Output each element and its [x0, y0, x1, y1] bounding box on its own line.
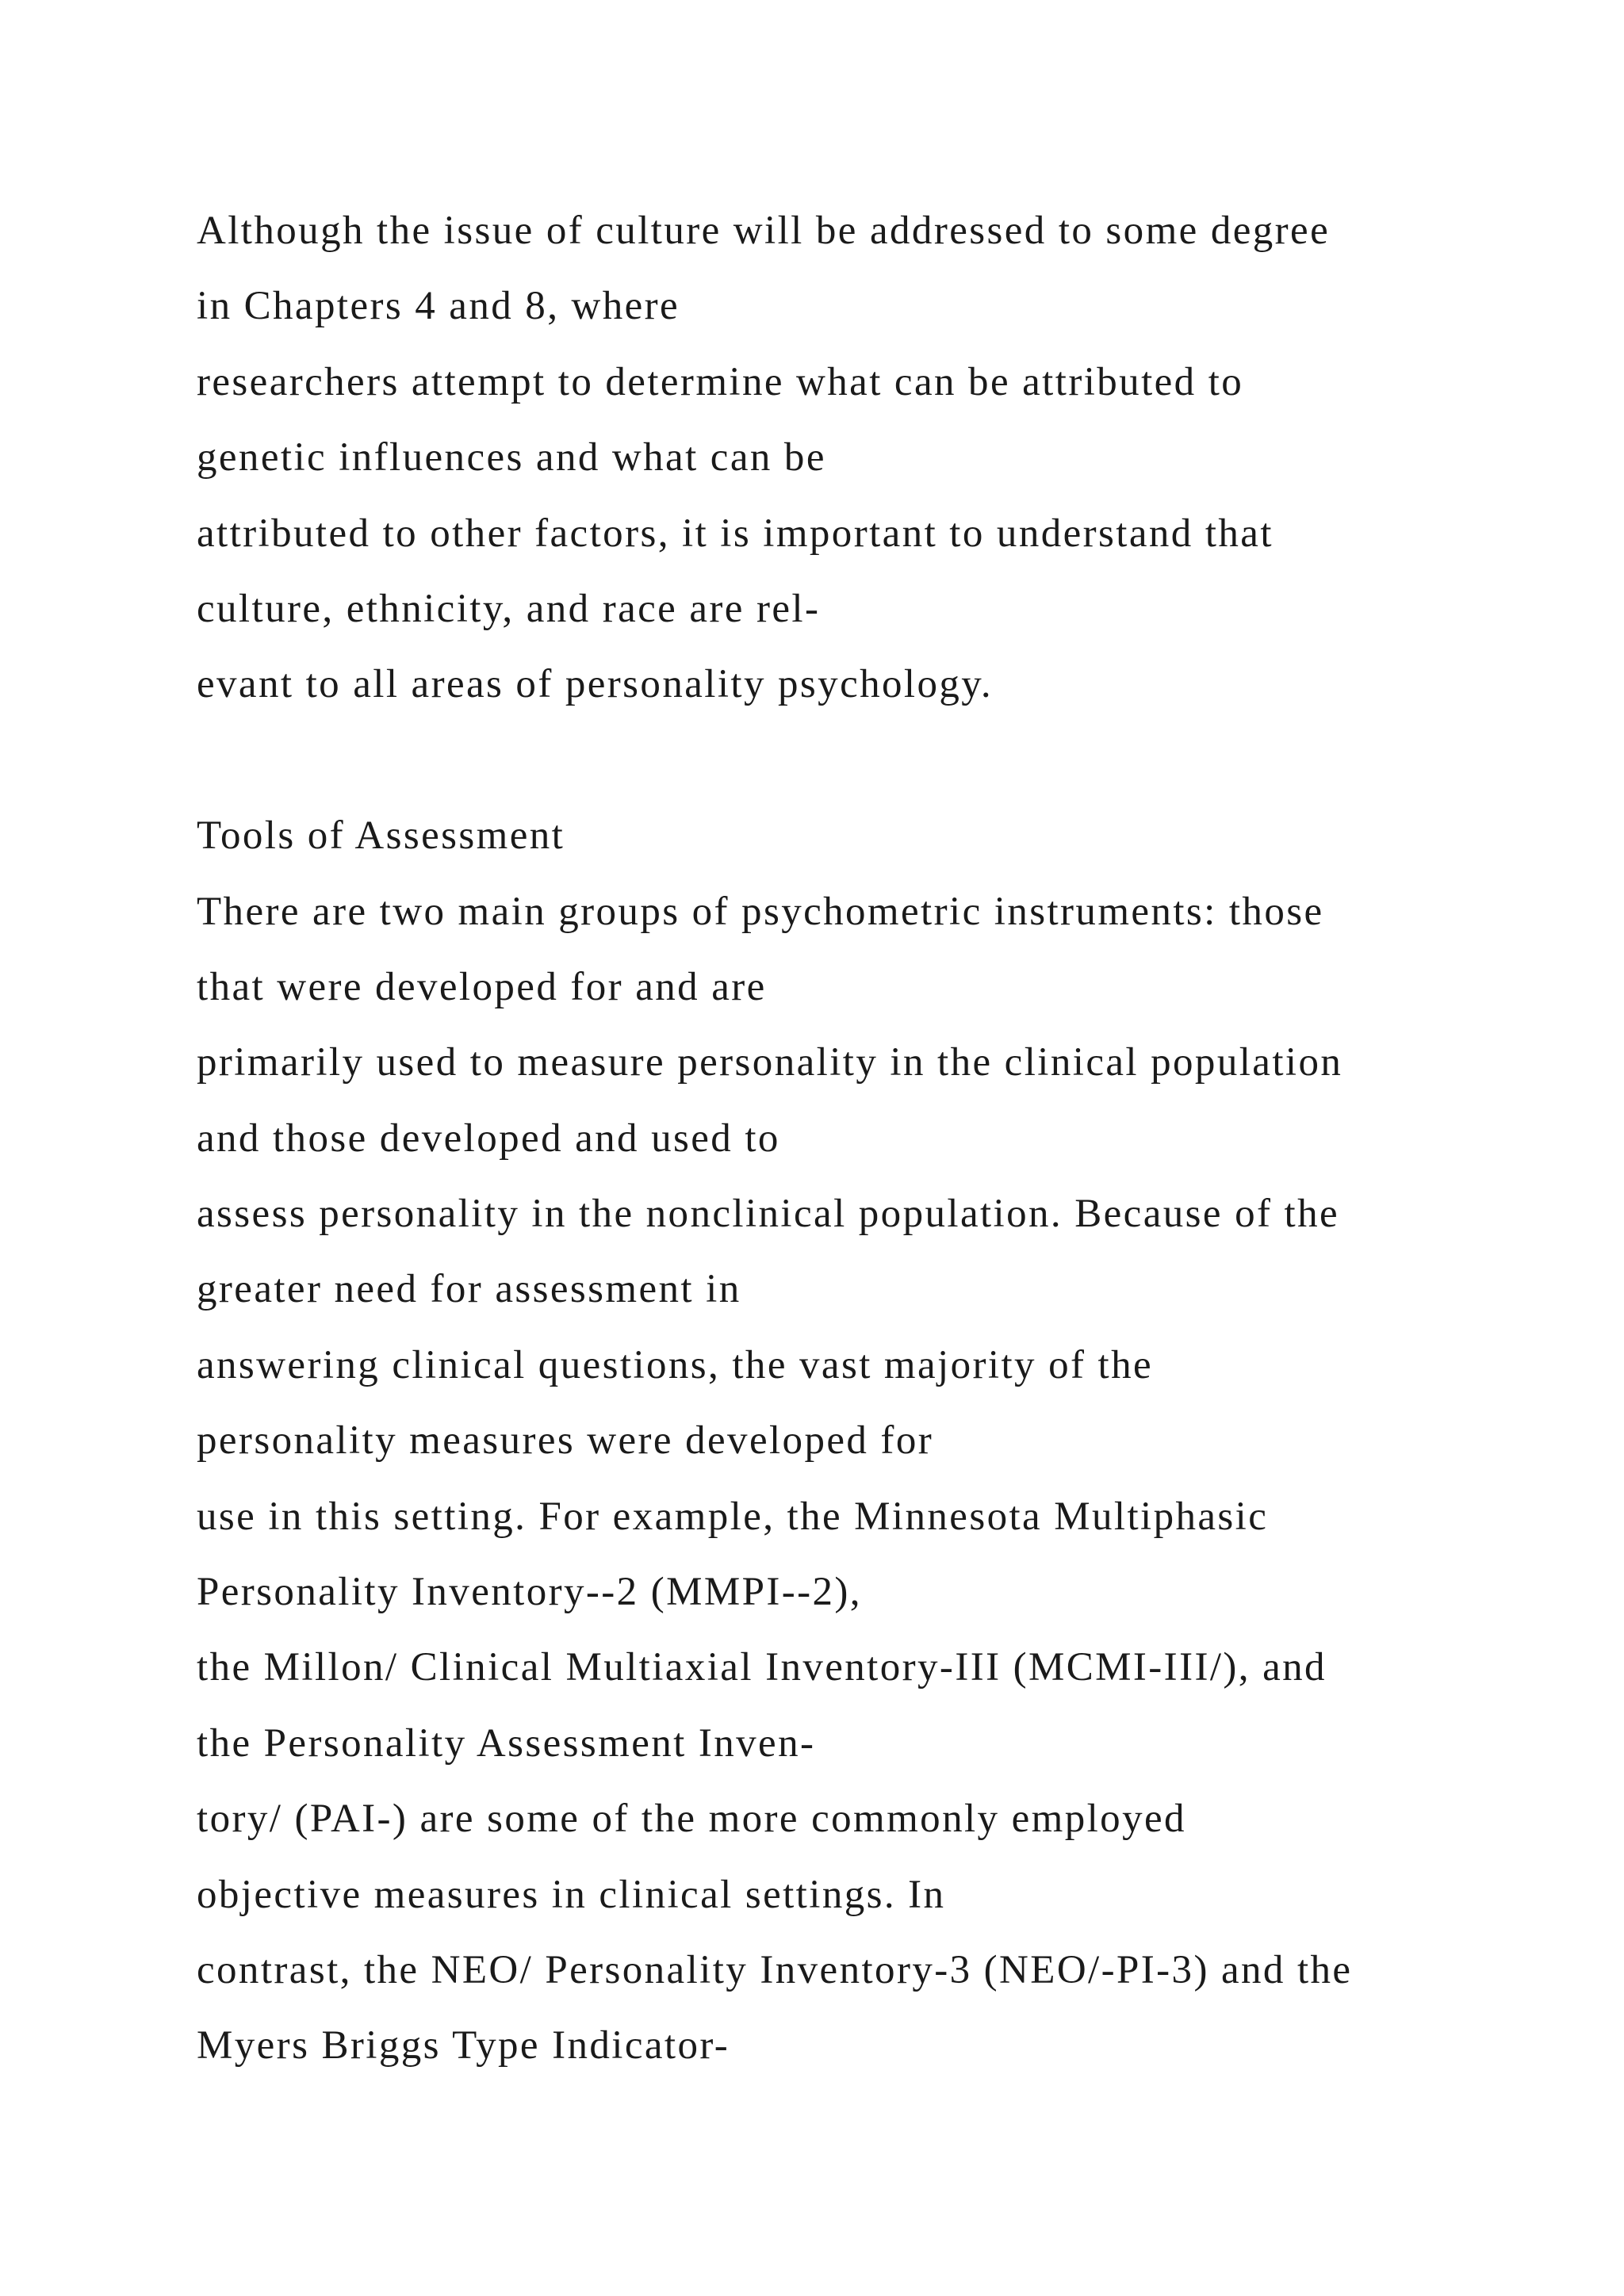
text-line: Although the issue of culture will be addressed to some degree — [197, 209, 1331, 253]
body-text — [197, 193, 1592, 2084]
text-line: use in this setting. For example, the Minnesota Multiphasic — [197, 1494, 1269, 1539]
text-line: Myers Briggs Type Indicator- — [197, 2023, 730, 2068]
text-line: answering clinical questions, the vast majority of the — [197, 1342, 1154, 1387]
text-line: the Millon/ Clinical Multiaxial Inventory-III (MCMI-III/), and — [197, 1645, 1327, 1690]
paragraph-tools-of-assessment — [197, 874, 1592, 2084]
section-heading: Tools of Assessment — [197, 813, 565, 859]
text-line: and those developed and used to — [197, 1115, 780, 1161]
text-line: objective measures in clinical settings. In — [197, 1872, 946, 1917]
text-line: evant to all areas of personality psychology. — [197, 662, 994, 707]
paragraph-spacer — [197, 723, 1592, 798]
text-line: researchers attempt to determine what can be attributed to — [197, 359, 1244, 404]
text-line: attributed to other factors, it is important to understand that — [197, 511, 1274, 556]
text-line: personality measures were developed for — [197, 1418, 934, 1464]
text-line: Personality Inventory--2 (MMPI--2), — [197, 1570, 862, 1615]
text-line: tory/ (PAI-) are some of the more commonly employed — [197, 1797, 1186, 1842]
text-line: in Chapters 4 and 8, where — [197, 284, 680, 329]
text-line: the Personality Assessment Inven- — [197, 1720, 816, 1766]
text-line: greater need for assessment in — [197, 1267, 741, 1312]
text-line: culture, ethnicity, and race are rel- — [197, 586, 821, 631]
paragraph-culture — [197, 193, 1592, 723]
text-line: that were developed for and are — [197, 964, 767, 1009]
text-line: genetic influences and what can be — [197, 435, 826, 480]
text-line: contrast, the NEO/ Personality Inventory-3 (NEO/-PI-3) and the — [197, 1947, 1353, 1992]
text-line: There are two main groups of psychometric instruments: those — [197, 889, 1324, 934]
text-line: primarily used to measure personality in the clinical population — [197, 1040, 1343, 1085]
text-line: assess personality in the nonclinical population. Because of the — [197, 1192, 1340, 1237]
